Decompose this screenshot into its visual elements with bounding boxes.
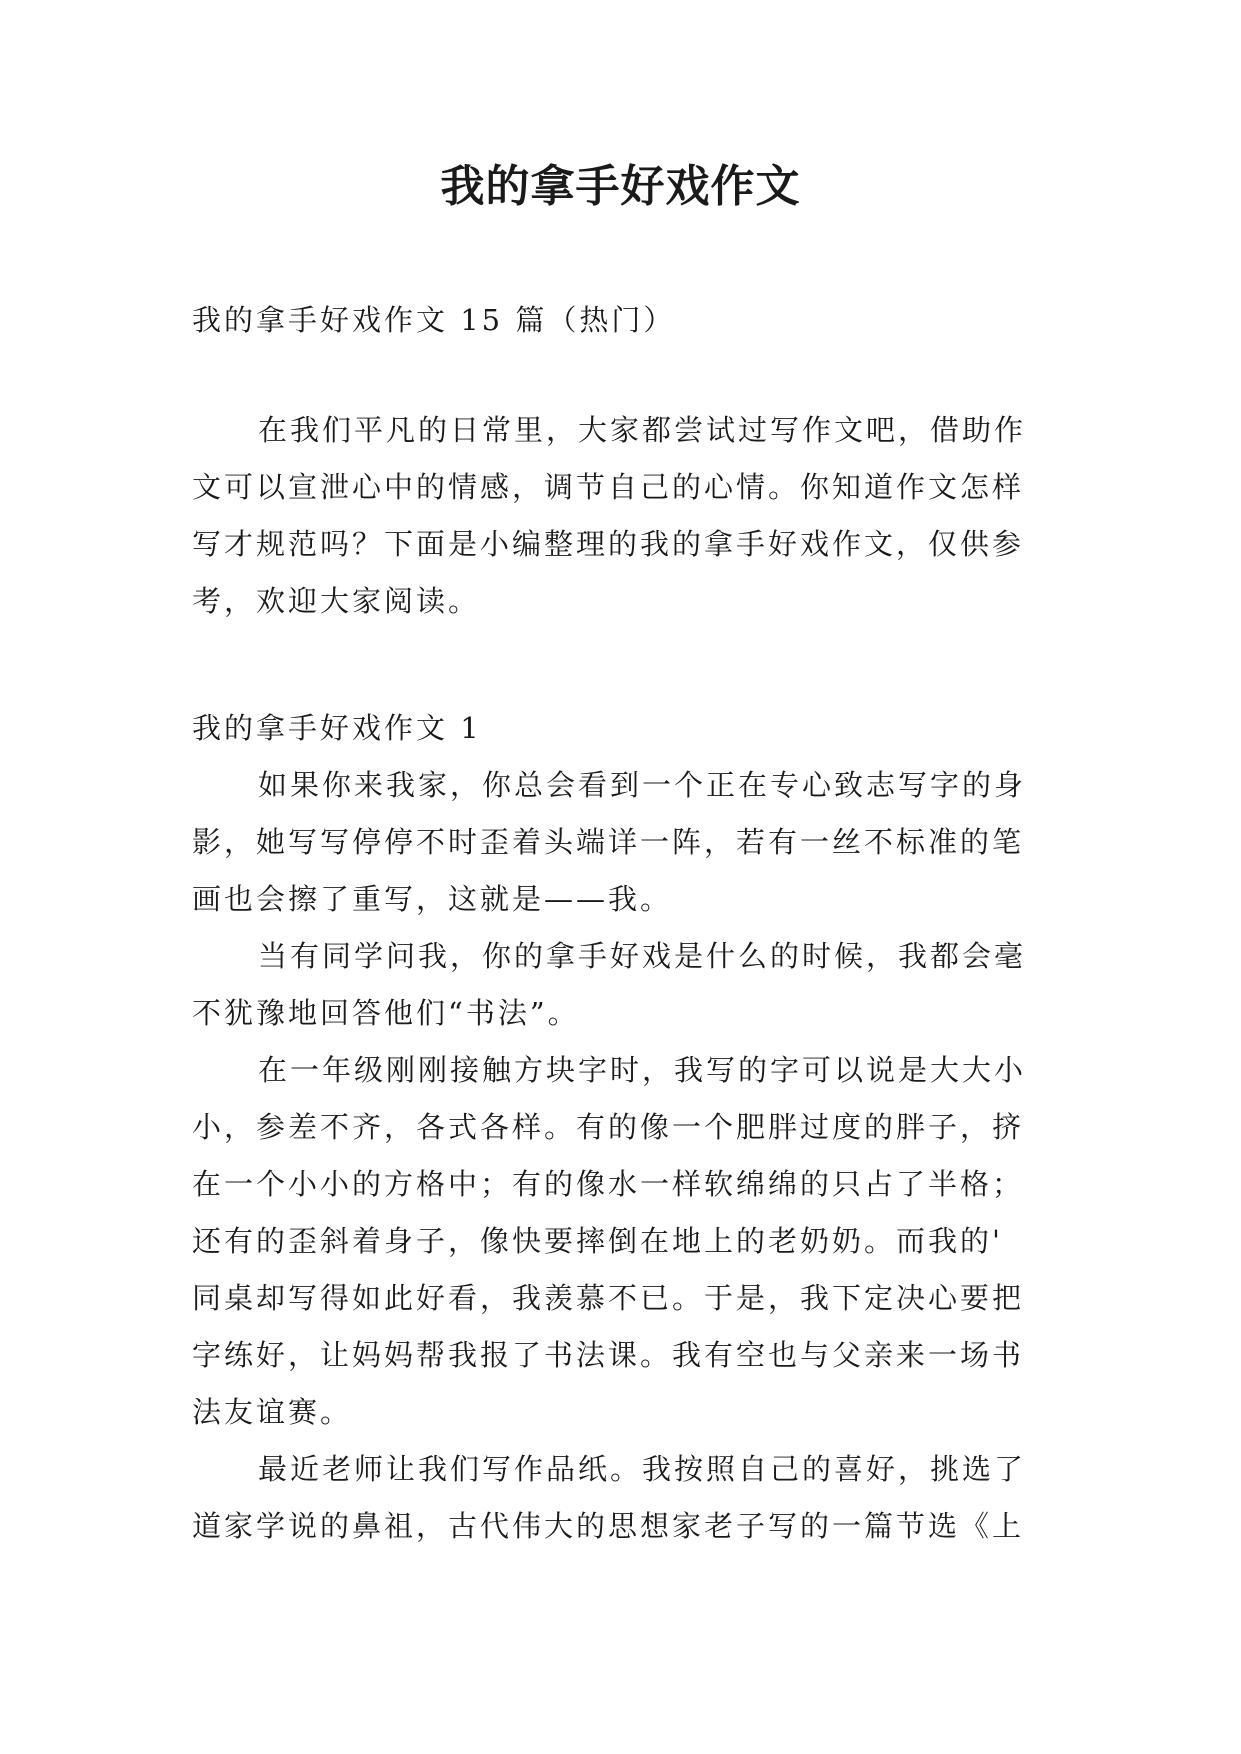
body-line: 不犹豫地回答他们“书法”。 (192, 996, 580, 1030)
intro-line: 考，欢迎大家阅读。 (192, 584, 481, 618)
body-line: 影，她写写停停不时歪着头端详一阵，若有一丝不标准的笔 (192, 825, 1025, 859)
body-line: 字练好，让妈妈帮我报了书法课。我有空也与父亲来一场书 (192, 1338, 1025, 1372)
body-line: 法友谊赛。 (192, 1395, 353, 1429)
essay-body (192, 757, 1052, 1555)
intro-line: 文可以宣泄心中的情感，调节自己的心情。你知道作文怎样 (192, 470, 1025, 504)
body-line: 当有同学问我，你的拿手好戏是什么的时候，我都会毫 (258, 939, 1027, 973)
body-line: 最近老师让我们写作品纸。我按照自己的喜好，挑选了 (258, 1452, 1027, 1486)
document-subtitle (192, 292, 1052, 349)
body-line: 同桌却写得如此好看，我羡慕不已。于是，我下定决心要把 (192, 1281, 1025, 1315)
intro-paragraph (192, 402, 1052, 630)
section-heading (192, 700, 1052, 757)
intro-line: 在我们平凡的日常里，大家都尝试过写作文吧，借助作 (258, 413, 1027, 447)
body-line: 在一年级刚刚接触方块字时，我写的字可以说是大大小 (258, 1053, 1027, 1087)
body-line: 画也会擦了重写，这就是——我。 (192, 882, 673, 916)
body-line: 如果你来我家，你总会看到一个正在专心致志写字的身 (258, 768, 1027, 802)
body-line: 小，参差不齐，各式各样。有的像一个肥胖过度的胖子，挤 (192, 1110, 1025, 1144)
intro-line: 写才规范吗？下面是小编整理的我的拿手好戏作文，仅供参 (192, 527, 1025, 561)
section-heading-text: 我的拿手好戏作文 1 (192, 711, 482, 745)
subtitle-text: 我的拿手好戏作文 15 篇（热门） (192, 303, 676, 337)
document-title: 我的拿手好戏作文 (440, 161, 801, 212)
body-line: 还有的歪斜着身子，像快要摔倒在地上的老奶奶。而我的' (192, 1224, 1003, 1258)
body-line: 在一个小小的方格中；有的像水一样软绵绵的只占了半格； (192, 1167, 1025, 1201)
body-line: 道家学说的鼻祖，古代伟大的思想家老子写的一篇节选《上 (192, 1509, 1025, 1543)
